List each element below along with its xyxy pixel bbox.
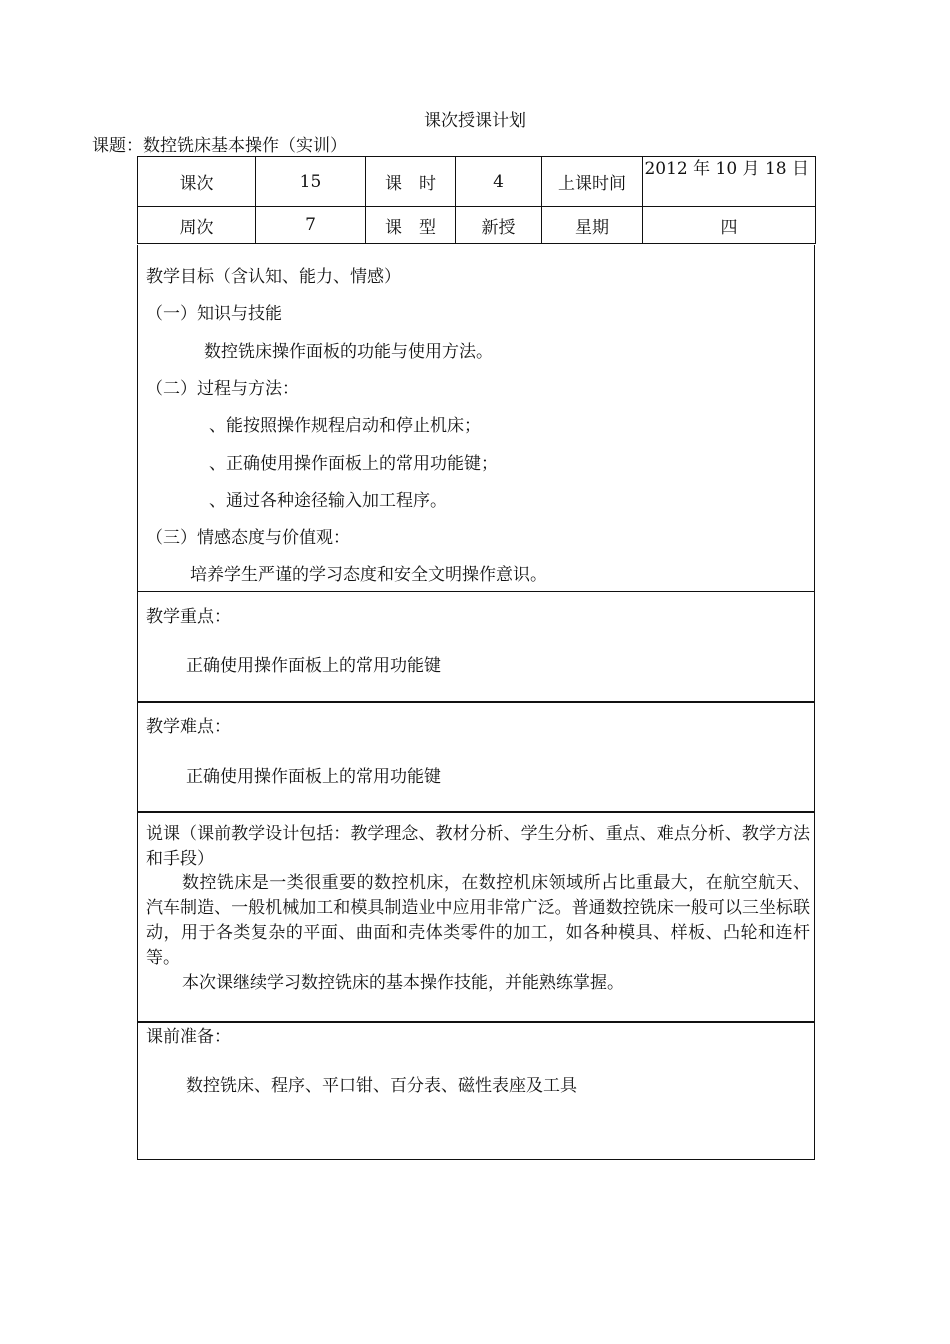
objectives-heading: 教学目标（含认知、能力、情感） — [146, 267, 401, 287]
weekday-value: 四 — [643, 207, 816, 244]
difficulty-heading: 教学难点： — [146, 717, 231, 737]
attitude-values-title: （三）情感态度与价值观： — [146, 528, 350, 548]
knowledge-skills-item: 数控铣床操作面板的功能与使用方法。 — [204, 342, 493, 362]
preparation-heading: 课前准备： — [146, 1027, 231, 1047]
process-item: 、能按照操作规程启动和停止机床； — [209, 416, 481, 436]
key-point-section — [137, 591, 815, 703]
header-table — [137, 156, 816, 244]
hours-label: 课 时 — [366, 157, 456, 207]
process-item: 、通过各种途径输入加工程序。 — [209, 491, 447, 511]
knowledge-skills-title: （一）知识与技能 — [146, 304, 282, 324]
class-time-value: 2012 年 10 月 18 日 — [643, 157, 816, 207]
lesson-number-value: 15 — [256, 157, 366, 207]
lesson-type-label: 课 型 — [366, 207, 456, 244]
lecture-paragraph-2: 本次课继续学习数控铣床的基本操作技能，并能熟练掌握。 — [182, 973, 624, 993]
class-time-label: 上课时间 — [542, 157, 643, 207]
lecture-heading: 说课（课前教学设计包括：教学理念、教材分析、学生分析、重点、难点分析、教学方法和手段） — [146, 824, 810, 869]
document-title: 课次授课计划 — [424, 111, 526, 131]
process-methods-title: （二）过程与方法： — [146, 379, 299, 399]
difficulty-section — [137, 701, 815, 813]
lesson-subject: 课题：数控铣床基本操作（实训） — [92, 136, 347, 156]
process-item: 、正确使用操作面板上的常用功能键； — [209, 454, 498, 474]
week-value: 7 — [256, 207, 366, 244]
header-row-2 — [138, 207, 816, 244]
hours-value: 4 — [456, 157, 542, 207]
lecture-paragraph-1: 数控铣床是一类很重要的数控机床，在数控机床领域所占比重最大，在航空航天、汽车制造、一般机械加工和模具制造业中应用非常广泛。普通数控铣床一般可以三坐标联动，用于各类复杂的平面、曲面和壳体类零件的加工，如各种模具、样板、凸轮和连杆等。 — [146, 873, 810, 968]
week-label: 周次 — [138, 207, 256, 244]
weekday-label: 星期 — [542, 207, 643, 244]
header-row-1 — [138, 157, 816, 207]
lesson-number-label: 课次 — [138, 157, 256, 207]
lesson-type-value: 新授 — [456, 207, 542, 244]
difficulty-content: 正确使用操作面板上的常用功能键 — [186, 767, 441, 787]
key-point-heading: 教学重点： — [146, 607, 231, 627]
key-point-content: 正确使用操作面板上的常用功能键 — [186, 656, 441, 676]
attitude-values-item: 培养学生严谨的学习态度和安全文明操作意识。 — [190, 565, 547, 585]
preparation-content: 数控铣床、程序、平口钳、百分表、磁性表座及工具 — [186, 1076, 577, 1096]
